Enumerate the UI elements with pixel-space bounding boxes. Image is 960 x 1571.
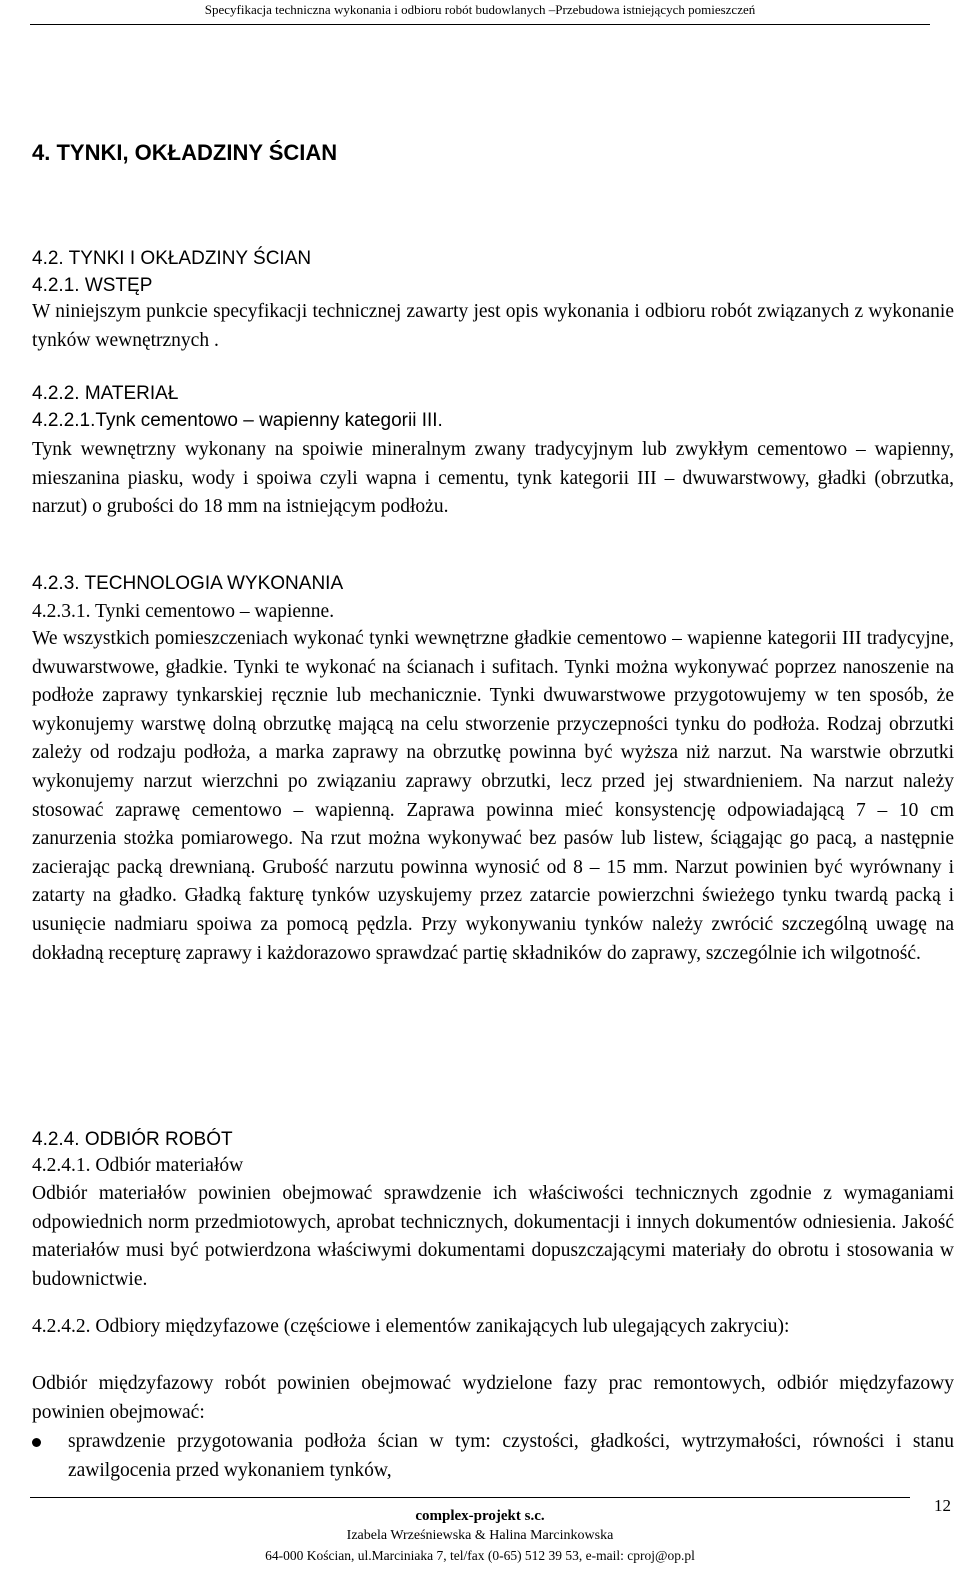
bullet-text: sprawdzenie przygotowania podłoża ścian w tym: czystości, gładkości, wytrzymałości, równości i stanu zawilgocenia przed wykonaniem tynków, [68,1431,954,1481]
footer-names: Izabela Wrześniewska & Halina Marcinkowska [346,1528,614,1543]
interim-acceptance-heading: 4.2.4.2. Odbiory międzyfazowe (częściowe i elementów zanikających lub ulegających zakryciu): [32,1316,790,1337]
footer-address: 64-000 Kościan, ul.Marciniaka 7, tel/fax (0-65) 512 39 53, e-mail: cproj@op.pl [265,1548,695,1563]
technology-heading: 4.2.3. TECHNOLOGIA WYKONANIA [32,573,344,594]
footer-divider [30,1497,910,1498]
section-subtitle: 4.2. TYNKI I OKŁADZINY ŚCIAN [32,248,312,269]
page-number: 12 [934,1496,951,1515]
materials-acceptance-paragraph: Odbiór materiałów powinien obejmować sprawdzenie ich właściwości technicznych zgodnie z wymaganiami odpowiednich norm przedmiotowych, aprobat technicznych, dokumentacji i innych dokumentów odniesienia. Jakość materiałów musi być potwierdzona właściwymi dokumentami dopuszczającymi materiały do obrotu i stosowania w budownictwie. [32,1183,954,1290]
materials-acceptance-heading: 4.2.4.1. Odbiór materiałów [32,1155,244,1176]
material-paragraph: Tynk wewnętrzny wykonany na spoiwie mineralnym zwany tradycyjnym lub zwykłym cementowo – wapienny, mieszanina piasku, wody i spoiwa czyli wapna i cementu, tynk kategorii III – dwuwarstwowy, gładki (obrzutka, narzut) o grubości do 18 mm na istniejącym podłożu. [32,439,954,518]
intro-paragraph: W niniejszym punkcie specyfikacji technicznej zawarty jest opis wykonania i odbioru robót związanych z wykonanie tynków wewnętrznych . [32,301,954,351]
intro-heading: 4.2.1. WSTĘP [32,275,153,296]
bullet-icon [32,1438,41,1447]
material-subheading: 4.2.2.1.Tynk cementowo – wapienny kategorii III. [32,410,443,431]
footer-company: complex-projekt s.c. [415,1508,545,1524]
technology-subheading: 4.2.3.1. Tynki cementowo – wapienne. [32,601,335,622]
running-header: Specyfikacja techniczna wykonania i odbioru robót budowlanych –Przebudowa istniejących pomieszczeń [204,2,756,17]
header-divider [30,24,930,25]
technology-paragraph: We wszystkich pomieszczeniach wykonać tynki wewnętrzne gładkie cementowo – wapienne kategorii III tradycyjne, dwuwarstwowe, gładkie. Tynki te wykonać na ścianach i sufitach. Tynki można wykonywać poprzez nanoszenie na podłoże zaprawy tynkarskiej ręcznie lub mechanicznie. Tynki dwuwarstwowe przygotowujemy w ten sposób, że wykonujemy warstwę dolną obrzutkę mającą na celu stworzenie przyczepności tynku do podłoża. Rodzaj obrzutki zależy od rodzaju podłoża, a marka zaprawy na obrzutkę powinna być wyższa niż narzut. Na warstwie obrzutki wykonujemy narzut wierzchni po związaniu zaprawy obrzutki, lecz przed jej stwardnieniem. Na narzut należy stosować zaprawę cementowo – wapienną. Zaprawa powinna mieć konsystencję odpowiadającą 7 – 10 cm zanurzenia stożka pomiarowego. Na rzut można wykonywać bez pasów lub listew, ściągając go pacą, a następnie zacierając packą drewnianą. Grubość narzutu powinna wynosić od 8 – 15 mm. Narzut powinien być wyrównany i zatarty na gładko. Gładką fakturę tynków uzyskujemy przez zatarcie powierzchni świeżego tynku twardą packą i usunięcie nadmiaru spoiwa za pomocą pędzla. Przy wykonywaniu tynków należy zwrócić szczególną uwagę na dokładną recepturę zaprawy i każdorazowo sprawdzać partię składników do zaprawy, szczególnie ich wilgotność. [32,628,954,964]
acceptance-heading: 4.2.4. ODBIÓR ROBÓT [32,1129,233,1150]
interim-acceptance-paragraph: Odbiór międzyfazowy robót powinien obejmować wydzielone fazy prac remontowych, odbiór międzyfazowy powinien obejmować: [32,1373,954,1423]
material-heading: 4.2.2. MATERIAŁ [32,383,179,404]
section-title: 4. TYNKI, OKŁADZINY ŚCIAN [32,140,338,165]
